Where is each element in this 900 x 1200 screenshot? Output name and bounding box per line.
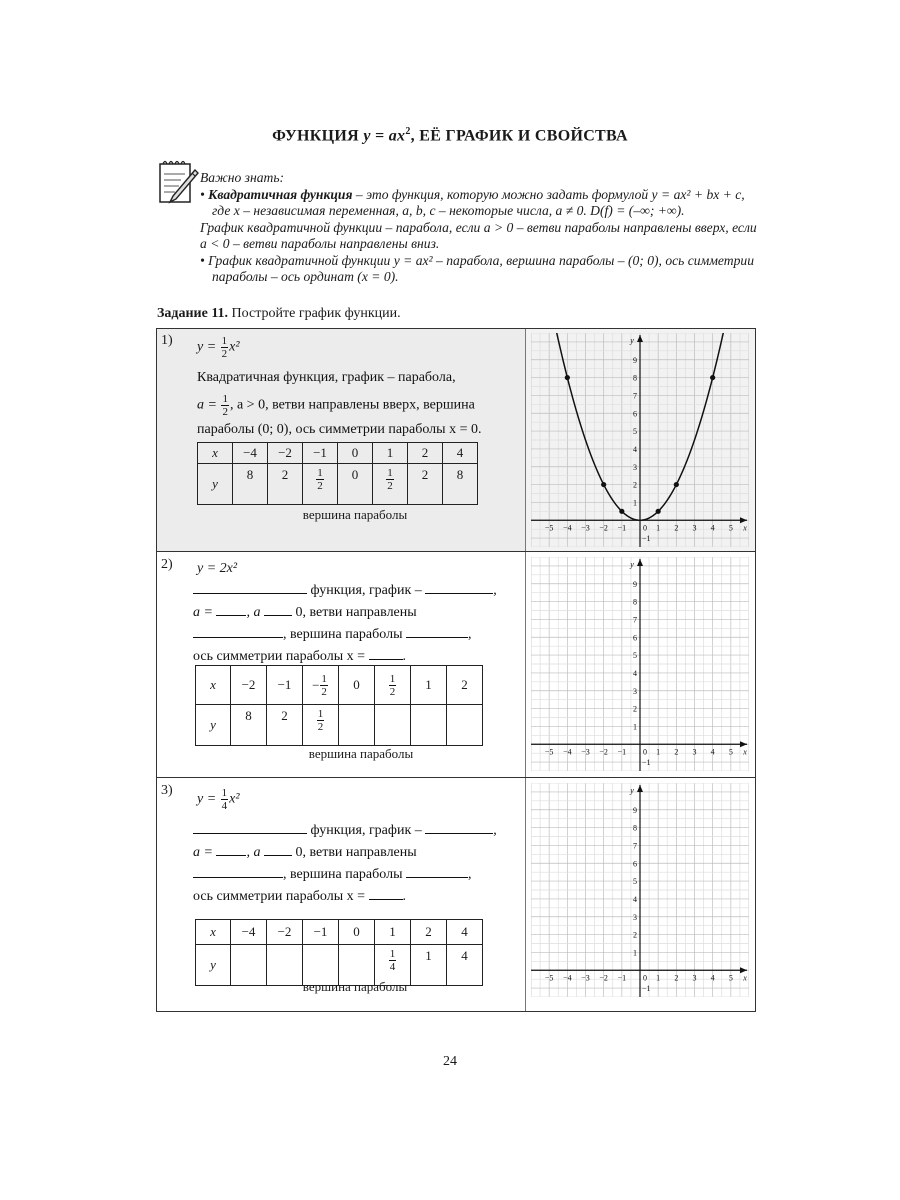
- exercise-1-line-1: Квадратичная функция, график – парабола,: [197, 370, 456, 385]
- x-tick-label: 3: [692, 523, 697, 533]
- exercise-frame: [156, 328, 756, 1012]
- exercise-3-number: 3): [161, 783, 173, 798]
- page-number: 24: [443, 1054, 457, 1069]
- y-tick-label: 2: [633, 704, 637, 714]
- table-cell-y: 2: [267, 705, 303, 746]
- y-tick-label: 4: [633, 894, 637, 904]
- x-tick-label: 4: [710, 747, 715, 757]
- table-cell-x: −1: [303, 920, 339, 945]
- exercise-1-line-3: параболы (0; 0), ось симметрии параболы x = 0.: [197, 422, 482, 437]
- title-prefix: ФУНКЦИЯ: [272, 127, 364, 145]
- y-tick-label: 4: [633, 444, 637, 454]
- graph-2-coordinate-grid: [531, 557, 749, 771]
- exercise-1-table: [197, 442, 478, 505]
- note-bullet-2: • График квадратичной функции y = ax² – парабола, вершина параболы – (0; 0), ось симметрии параболы – ось ординат (x = 0).: [200, 252, 754, 284]
- note-heading: Важно знать:: [200, 170, 285, 185]
- note-bullet-2-text: График квадратичной функции y = ax² – парабола, вершина параболы – (0; 0), ось симметрии параболы – ось ординат (x = 0).: [208, 252, 754, 284]
- y-tick-label: 8: [633, 373, 637, 383]
- y-tick-label: 4: [633, 668, 637, 678]
- x-axis-label: x: [743, 523, 747, 533]
- table-cell-y: $\frac{1}{2}$: [303, 705, 339, 746]
- table-cell-x: 0: [338, 443, 373, 464]
- x-tick-label: 5: [728, 523, 733, 533]
- y-tick-label: 7: [633, 841, 637, 851]
- task-heading: [157, 306, 401, 322]
- graph-3-coordinate-grid: [531, 783, 749, 997]
- table-cell-y: 0: [338, 464, 373, 505]
- x-tick-label: 1: [656, 747, 661, 757]
- y-tick-label: −1: [642, 984, 651, 994]
- table-cell-y: 1: [411, 945, 447, 986]
- y-tick-label: −1: [642, 758, 651, 768]
- y-tick-label: 6: [633, 633, 637, 643]
- table-cell-x: −4: [231, 920, 267, 945]
- exercise-2-formula: y = 2x²: [197, 561, 238, 576]
- table-cell-x: 0: [339, 666, 375, 705]
- exercise-3-line-3: , вершина параболы ,: [193, 863, 471, 886]
- x-tick-label: 4: [710, 973, 715, 983]
- table-header-x: x: [198, 443, 233, 464]
- table-cell-y: $\frac{1}{4}$: [375, 945, 411, 986]
- x-tick-label: 3: [692, 973, 697, 983]
- y-axis-label: y: [630, 336, 634, 345]
- exercise-3-line-4: ось симметрии параболы x = .: [193, 885, 406, 908]
- x-tick-label: −4: [563, 973, 572, 983]
- parabola-point: [601, 482, 606, 487]
- x-tick-label: −5: [544, 747, 554, 757]
- table-cell-x: 1: [375, 920, 411, 945]
- parabola-point: [619, 509, 624, 514]
- table-cell-y: $\frac{1}{2}$: [373, 464, 408, 505]
- x-tick-label: −3: [581, 973, 590, 983]
- x-tick-label: −1: [617, 747, 627, 757]
- column-divider: [525, 329, 526, 1011]
- exercise-1-caption: вершина параболы: [302, 507, 408, 522]
- exercise-3-table: [195, 919, 483, 986]
- graph-1-coordinate-grid: [531, 333, 749, 547]
- x-tick-label: 1: [656, 973, 661, 983]
- x-tick-label: −1: [617, 523, 627, 533]
- table-cell-y: 8: [443, 464, 478, 505]
- x-tick-label: −1: [617, 973, 627, 983]
- y-tick-label: 2: [633, 930, 637, 940]
- x-tick-label: −3: [581, 523, 590, 533]
- exercise-2-caption: вершина параболы: [308, 746, 414, 761]
- y-tick-label: 5: [633, 877, 637, 887]
- table-cell-x: 2: [411, 920, 447, 945]
- y-tick-label: 9: [633, 805, 637, 815]
- y-tick-label: 1: [633, 948, 637, 958]
- y-tick-label: 5: [633, 427, 637, 437]
- y-tick-label: 9: [633, 355, 637, 365]
- table-cell-x: − $\frac{1}{2}$: [303, 666, 339, 705]
- y-tick-label: 7: [633, 391, 637, 401]
- table-cell-x: $\frac{1}{2}$: [375, 666, 411, 705]
- table-cell-y: [339, 705, 375, 746]
- x-tick-label: −5: [544, 523, 554, 533]
- notepad-pencil-icon: [157, 158, 199, 206]
- origin-label: 0: [643, 523, 647, 533]
- title-exponent: 2: [405, 126, 411, 137]
- y-axis-arrow-icon: [637, 785, 643, 792]
- note-paragraph-2: График квадратичной функции – парабола, если a > 0 – ветви параболы направлены вверх, если a < 0 – ветви параболы направлены вниз.: [200, 219, 757, 251]
- table-cell-x: −1: [267, 666, 303, 705]
- x-tick-label: 2: [674, 973, 679, 983]
- y-tick-label: 1: [633, 722, 637, 732]
- exercise-2-line-4: ось симметрии параболы x = .: [193, 645, 406, 668]
- exercise-1-formula: y = $\frac{1}{2}$ x²: [197, 335, 240, 360]
- table-cell-y: 8: [231, 705, 267, 746]
- table-cell-y: 8: [233, 464, 268, 505]
- table-cell-x: 0: [339, 920, 375, 945]
- table-cell-y: [231, 945, 267, 986]
- table-cell-y: 2: [408, 464, 443, 505]
- row-divider-1: [157, 551, 755, 552]
- y-axis-arrow-icon: [637, 559, 643, 566]
- table-cell-y: [411, 705, 447, 746]
- exercise-2-line-1: функция, график – ,: [193, 579, 497, 602]
- exercise-3-formula: y = $\frac{1}{4}$ x²: [197, 787, 240, 812]
- origin-label: 0: [643, 747, 647, 757]
- table-header-x: x: [196, 666, 231, 705]
- x-tick-label: −5: [544, 973, 554, 983]
- y-tick-label: 7: [633, 615, 637, 625]
- title-formula: y = ax: [363, 127, 406, 145]
- x-tick-label: 4: [710, 523, 715, 533]
- exercise-2-line-3: , вершина параболы ,: [193, 623, 471, 646]
- exercise-2-table: [195, 665, 483, 746]
- exercise-2-line-2: a = , a 0, ветви направлены: [193, 601, 417, 624]
- title-suffix: , ЕЁ ГРАФИК И СВОЙСТВА: [410, 127, 628, 145]
- table-cell-x: −1: [303, 443, 338, 464]
- x-tick-label: −4: [563, 523, 572, 533]
- table-cell-y: $\frac{1}{2}$: [303, 464, 338, 505]
- table-cell-x: 4: [447, 920, 483, 945]
- x-tick-label: 3: [692, 747, 697, 757]
- y-tick-label: 8: [633, 823, 637, 833]
- table-header-x: x: [196, 920, 231, 945]
- note-bullet-1: • Квадратичная функция – это функция, которую можно задать формулой y = ax² + bx + c, где x – независимая переменная, a, b, c – некоторые числа, a ≠ 0. D(f) = (–∞; +∞).: [200, 186, 745, 218]
- y-axis-arrow-icon: [637, 335, 643, 342]
- table-cell-x: 2: [408, 443, 443, 464]
- table-cell-y: 4: [447, 945, 483, 986]
- x-tick-label: −2: [599, 523, 608, 533]
- y-axis-label: y: [630, 560, 634, 569]
- table-header-y: y: [196, 705, 231, 746]
- y-tick-label: 3: [633, 462, 637, 472]
- x-tick-label: 1: [656, 523, 661, 533]
- table-cell-x: −2: [268, 443, 303, 464]
- important-note: [200, 170, 760, 286]
- parabola-point: [565, 375, 570, 380]
- x-tick-label: −2: [599, 747, 608, 757]
- y-tick-label: −1: [642, 534, 651, 544]
- x-tick-label: −3: [581, 747, 590, 757]
- table-cell-y: [447, 705, 483, 746]
- y-tick-label: 5: [633, 651, 637, 661]
- exercise-3-caption: вершина параболы: [302, 979, 408, 994]
- x-tick-label: 2: [674, 747, 679, 757]
- y-tick-label: 9: [633, 579, 637, 589]
- y-tick-label: 2: [633, 480, 637, 490]
- x-tick-label: 2: [674, 523, 679, 533]
- y-tick-label: 8: [633, 597, 637, 607]
- note-term: Квадратичная функция: [208, 186, 353, 202]
- note-bullet-1-text: – это функция, которую можно задать формулой y = ax² + bx + c, где x – независимая переменная, a, b, c – некоторые числа, a ≠ 0. D(f) = (–∞; +∞).: [212, 186, 745, 218]
- task-text: Постройте график функции.: [228, 306, 401, 321]
- table-cell-y: 2: [268, 464, 303, 505]
- x-axis-label: x: [743, 747, 747, 757]
- row-divider-2: [157, 777, 755, 778]
- table-cell-y: [375, 705, 411, 746]
- table-cell-x: 1: [373, 443, 408, 464]
- table-header-y: y: [198, 464, 233, 505]
- task-label: Задание 11.: [157, 306, 229, 321]
- x-tick-label: −2: [599, 973, 608, 983]
- exercise-3-line-1: функция, график – ,: [193, 819, 497, 842]
- exercise-1-number: 1): [161, 333, 173, 348]
- x-tick-label: 5: [728, 973, 733, 983]
- origin-label: 0: [643, 973, 647, 983]
- table-cell-x: −4: [233, 443, 268, 464]
- table-cell-x: 1: [411, 666, 447, 705]
- parabola-point: [674, 482, 679, 487]
- y-tick-label: 6: [633, 409, 637, 419]
- page-title: [0, 126, 900, 145]
- parabola-point: [710, 375, 715, 380]
- table-cell-x: 4: [443, 443, 478, 464]
- parabola-point: [656, 509, 661, 514]
- x-tick-label: −4: [563, 747, 572, 757]
- table-cell-x: −2: [267, 920, 303, 945]
- exercise-2-number: 2): [161, 557, 173, 572]
- table-cell-x: −2: [231, 666, 267, 705]
- y-tick-label: 1: [633, 498, 637, 508]
- y-tick-label: 3: [633, 912, 637, 922]
- x-axis-label: x: [743, 973, 747, 983]
- exercise-3-line-2: a = , a 0, ветви направлены: [193, 841, 417, 864]
- y-tick-label: 3: [633, 686, 637, 696]
- table-cell-x: 2: [447, 666, 483, 705]
- y-axis-label: y: [630, 786, 634, 795]
- y-tick-label: 6: [633, 859, 637, 869]
- x-tick-label: 5: [728, 747, 733, 757]
- table-header-y: y: [196, 945, 231, 986]
- exercise-1-line-2: a = $\frac{1}{2}$ , a > 0, ветви направлены вверх, вершина: [197, 393, 475, 418]
